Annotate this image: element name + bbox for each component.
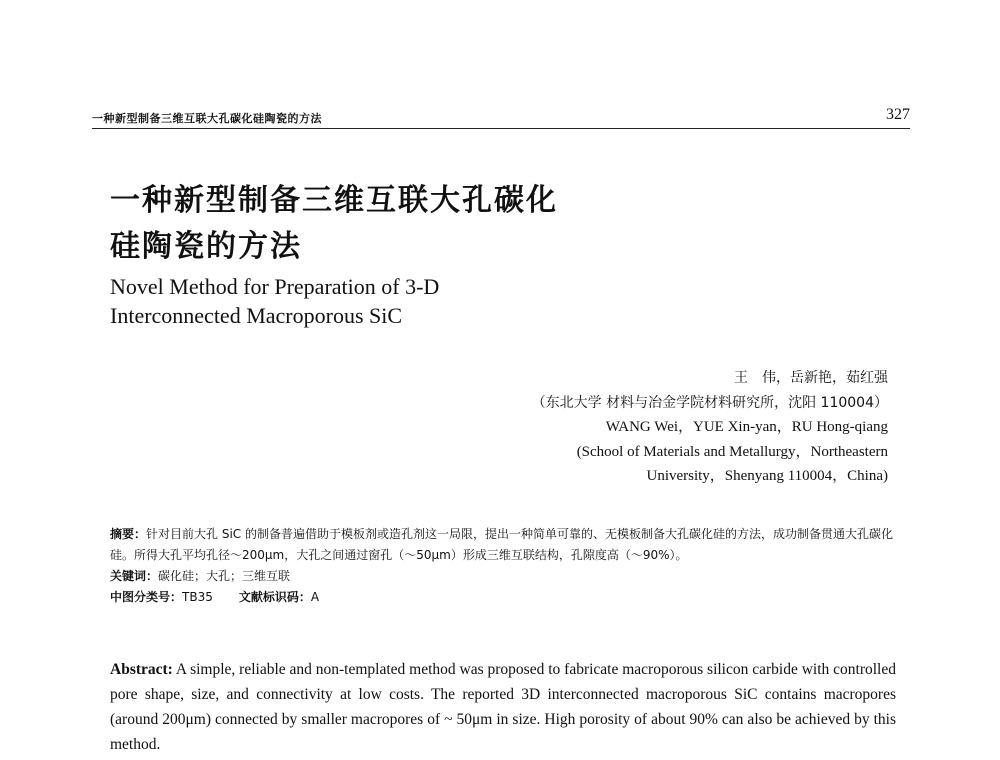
doc-code-label: 文献标识码：	[238, 590, 311, 604]
title-english	[110, 272, 710, 330]
affiliation-english-line-1: (School of Materials and Metallurgy，Northeastern	[576, 443, 888, 460]
authors-chinese: 王 伟，岳新艳，茹红强	[734, 370, 888, 386]
abstract-en-text: A simple, reliable and non-templated method was proposed to fabricate macroporous silicon carbide with controlled pore shape, size, and connectivity at low costs. The reported 3D interconnected macroporous SiC contains macropores (around 200μm) connected by smaller macropores of ~ 50μm in size. High porosity of about 90% can also be achieved by this method.	[110, 661, 896, 753]
affiliation-chinese: （东北大学 材料与冶金学院材料研究所，沈阳 110004）	[531, 394, 888, 411]
title-zh-line-1: 一种新型制备三维互联大孔碳化	[110, 183, 558, 218]
title-chinese	[110, 178, 670, 270]
abstract-english	[110, 657, 896, 757]
doc-code-value: A	[310, 590, 320, 604]
page-number: 327	[886, 106, 910, 123]
authors-english: WANG Wei，YUE Xin-yan，RU Hong-qiang	[605, 419, 888, 435]
abstract-chinese	[110, 524, 896, 566]
abstract-zh-label: 摘要：	[110, 527, 147, 541]
clc-label: 中图分类号：	[110, 590, 183, 604]
affiliation-english-line-2: University，Shenyang 110004，China)	[646, 468, 888, 484]
keywords	[110, 566, 896, 587]
title-en-line-2: Interconnected Macroporous SiC	[110, 303, 403, 328]
clc-value: TB35	[182, 590, 213, 604]
title-zh-line-2: 硅陶瓷的方法	[110, 229, 302, 264]
running-title: 一种新型制备三维互联大孔碳化硅陶瓷的方法	[92, 112, 322, 125]
classification-line	[110, 587, 896, 608]
keywords-text: 碳化硅；大孔；三维互联	[158, 569, 291, 583]
abstract-zh-text: 针对目前大孔 SiC 的制备普遍借助于模板剂或造孔剂这一局限，提出一种简单可靠的、无模板制备大孔碳化硅的方法，成功制备贯通大孔碳化硅。所得大孔平均孔径～200μm，大孔之间通过窗孔（～50μm）形成三维互联结构，孔隙度高（～90%）。	[110, 527, 893, 562]
title-en-line-1: Novel Method for Preparation of 3-D	[110, 274, 440, 299]
running-header	[92, 104, 910, 129]
author-block	[368, 366, 888, 489]
abstract-chinese-section	[110, 524, 896, 608]
keywords-label: 关键词：	[110, 569, 159, 583]
abstract-en-label: Abstract:	[110, 661, 173, 678]
